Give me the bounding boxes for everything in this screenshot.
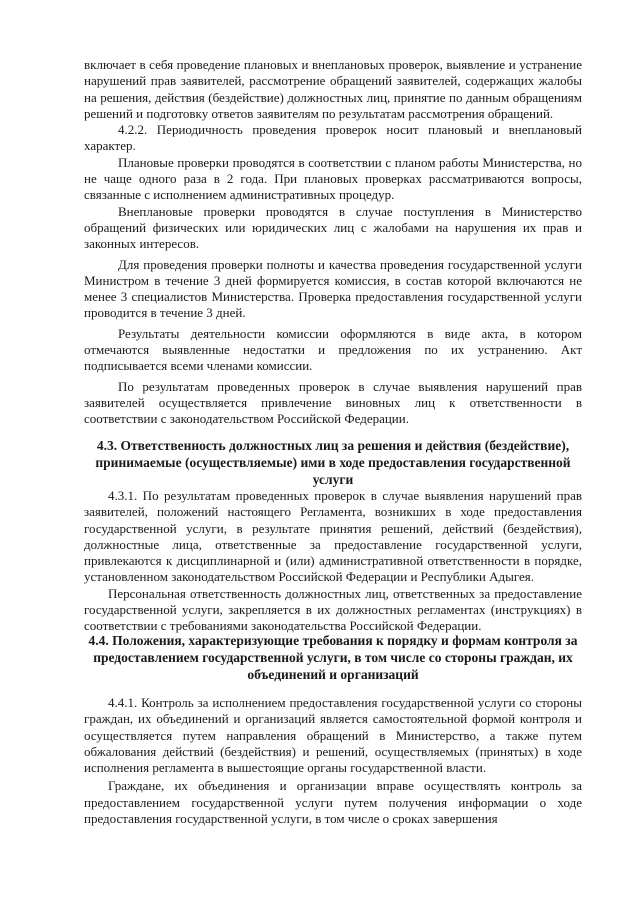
section-4-4-text [84, 695, 582, 827]
section-4-3-heading: 4.3. Ответственность должностных лиц за решения и действия (бездействие), принимаемые (осуществляемые) ими в ходе предоставления государственной услуги [95, 438, 571, 487]
paragraph: Для проведения проверки полноты и качества проведения государственной услуги Министром в течение 3 дней формируется комиссия, в состав которой включаются не менее 3 специалистов Министерства. Проверка предоставления государственной услуги проводится в течение 3 дней. [84, 256, 582, 321]
paragraph: 4.2.2. Периодичность проведения проверок носит плановый и внеплановый характер. [84, 122, 582, 154]
paragraph: 4.3.1. По результатам проведенных проверок в случае выявления нарушений прав заявителей, положений настоящего Регламента, возникших в ходе предоставления государственной услуги, в результате принятия решений, действий (бездействия), должностные лица, ответственные за предоставление государственной услуги, привлекаются к дисциплинарной и (или) административной ответственности в порядке, установленном законодательством Российской Федерации и Республики Адыгея. [84, 488, 582, 585]
paragraph: включает в себя проведение плановых и внеплановых проверок, выявление и устранение нарушений прав заявителей, рассмотрение обращений заявителей, содержащих жалобы на решения, действия (бездействие) должностных лиц, принятие по данным обращениям решений и подготовку ответов заявителям по результатам рассмотрения обращений. [84, 57, 582, 121]
paragraph: Граждане, их объединения и организации вправе осуществлять контроль за предоставлением государственной услуги путем получения информации о ходе предоставления государственной услуги, в том числе о сроках завершения [84, 778, 582, 827]
section-4-2-text [84, 57, 582, 428]
paragraph: Результаты деятельности комиссии оформляются в виде акта, в котором отмечаются выявленные недостатки и предложения по их устранению. Акт подписывается всеми членами комиссии. [84, 325, 582, 374]
paragraph: 4.4.1. Контроль за исполнением предоставления государственной услуги со стороны граждан, их объединений и организаций является самостоятельной формой контроля и осуществляется путем направления обращений в Министерство, а также путем обжалования действий (бездействия) и решений, осуществляемых (принятых) в ходе исполнения регламента в вышестоящие органы государственной власти. [84, 695, 582, 776]
paragraph: Внеплановые проверки проводятся в случае поступления в Министерство обращений физических или юридических лиц с жалобами на нарушения их прав и законных интересов. [84, 203, 582, 252]
paragraph: По результатам проведенных проверок в случае выявления нарушений прав заявителей осуществляется привлечение виновных лиц к ответственности в соответствии с законодательством Российской Федерации. [84, 378, 582, 427]
section-4-4-heading: 4.4. Положения, характеризующие требования к порядку и формам контроля за предоставлением государственной услуги, в том числе со стороны граждан, их объединений и организаций [88, 633, 578, 682]
paragraph: Персональная ответственность должностных лиц, ответственных за предоставление государственной услуги, закрепляется в их должностных регламентах (инструкциях) в соответствии с требованиями законодательства Российской Федерации. [84, 585, 582, 634]
section-4-3-text [84, 488, 582, 635]
paragraph: Плановые проверки проводятся в соответствии с планом работы Министерства, но не чаще одного раза в 2 года. При плановых проверках рассматриваются вопросы, связанные с исполнением административных процедур. [84, 154, 582, 203]
